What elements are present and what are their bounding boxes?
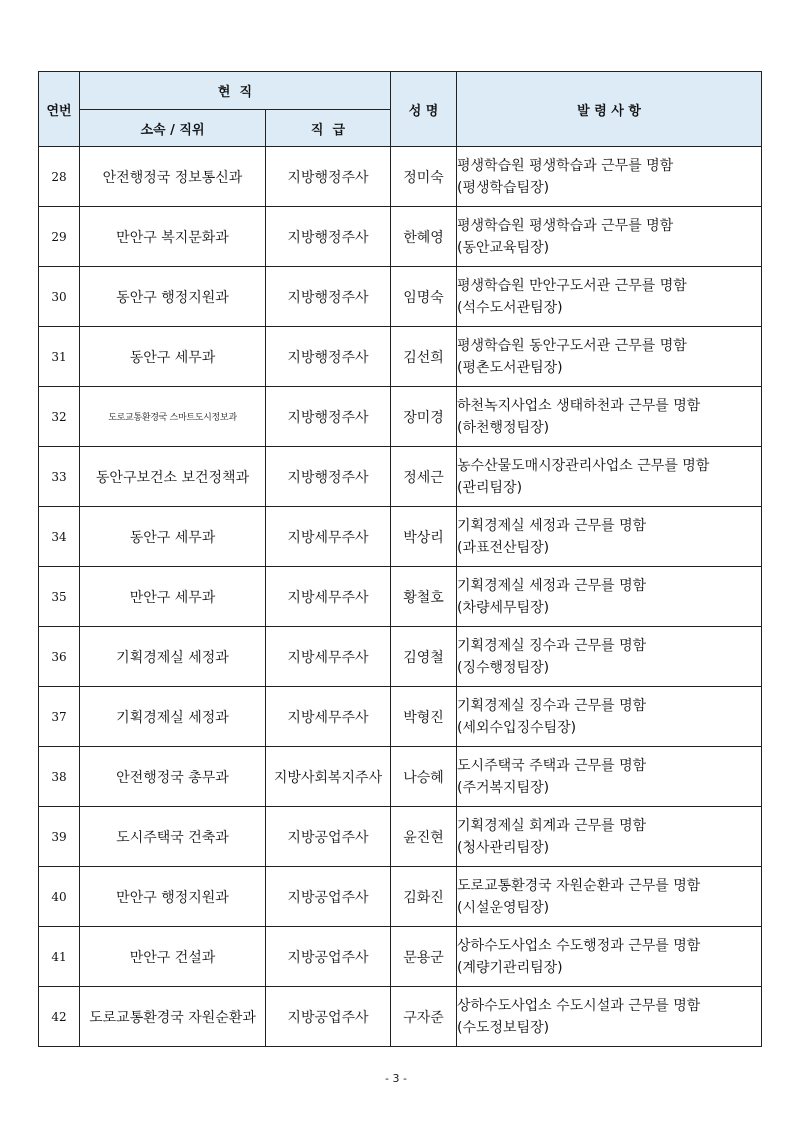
row-rank: 지방공업주사 [266,807,391,867]
row-order [457,207,762,267]
row-number: 37 [39,687,80,747]
row-rank: 지방행정주사 [266,207,391,267]
row-department: 동안구보건소 보건정책과 [80,447,266,507]
row-rank: 지방공업주사 [266,927,391,987]
table-row [39,567,762,627]
row-department: 동안구 세무과 [80,327,266,387]
row-name: 문용군 [391,927,457,987]
row-rank: 지방행정주사 [266,387,391,447]
table-row [39,267,762,327]
row-order [457,687,762,747]
row-department: 기획경제실 세정과 [80,687,266,747]
row-name: 박상리 [391,507,457,567]
row-order [457,567,762,627]
table-row [39,147,762,207]
order-team: (차량세무팀장) [457,599,550,616]
row-name: 한혜영 [391,207,457,267]
header-name: 성 명 [391,72,457,147]
order-text: 평생학습원 평생학습과 근무를 명함 [457,217,674,234]
row-name: 황철호 [391,567,457,627]
order-team: (세외수입징수팀장) [457,719,577,736]
order-text: 평생학습원 평생학습과 근무를 명함 [457,157,674,174]
order-team: (청사관리팀장) [457,839,550,856]
order-text: 기획경제실 세정과 근무를 명함 [457,517,647,534]
header-rank: 직 급 [266,110,391,147]
row-rank: 지방행정주사 [266,147,391,207]
row-rank: 지방세무주사 [266,687,391,747]
order-text: 기획경제실 징수과 근무를 명함 [457,637,647,654]
order-team: (석수도서관팀장) [457,299,563,316]
personnel-order-table [38,71,762,1047]
table-row [39,687,762,747]
row-name: 김영철 [391,627,457,687]
order-team: (하천행정팀장) [457,419,550,436]
order-team: (관리팀장) [457,479,523,496]
table-row [39,387,762,447]
row-rank: 지방사회복지주사 [266,747,391,807]
row-department: 동안구 행정지원과 [80,267,266,327]
order-text: 하천녹지사업소 생태하천과 근무를 명함 [457,397,701,414]
row-order [457,267,762,327]
header-row-top [39,72,762,110]
row-department: 만안구 세무과 [80,567,266,627]
row-number: 34 [39,507,80,567]
row-order [457,507,762,567]
row-number: 36 [39,627,80,687]
row-number: 29 [39,207,80,267]
order-text: 상하수도사업소 수도시설과 근무를 명함 [457,997,701,1014]
row-department: 도시주택국 건축과 [80,807,266,867]
row-number: 32 [39,387,80,447]
row-name: 임명숙 [391,267,457,327]
row-rank: 지방공업주사 [266,987,391,1047]
table-row [39,807,762,867]
header-dept-position: 소속 / 직위 [80,110,266,147]
row-name: 정미숙 [391,147,457,207]
table-row [39,327,762,387]
order-team: (계량기관리팀장) [457,959,563,976]
page-number: - 3 - [385,1072,407,1085]
row-rank: 지방행정주사 [266,447,391,507]
row-name: 윤진현 [391,807,457,867]
order-text: 기획경제실 세정과 근무를 명함 [457,577,647,594]
row-name: 김화진 [391,867,457,927]
order-text: 상하수도사업소 수도행정과 근무를 명함 [457,937,701,954]
header-current: 현 직 [80,72,391,110]
row-number: 38 [39,747,80,807]
row-order [457,627,762,687]
row-name: 김선희 [391,327,457,387]
row-number: 39 [39,807,80,867]
row-number: 35 [39,567,80,627]
table-row [39,927,762,987]
order-text: 기획경제실 징수과 근무를 명함 [457,697,647,714]
order-text: 도로교통환경국 자원순환과 근무를 명함 [457,877,701,894]
table-row [39,987,762,1047]
row-department: 기획경제실 세정과 [80,627,266,687]
row-number: 31 [39,327,80,387]
order-team: (과표전산팀장) [457,539,550,556]
order-team: (평생학습팀장) [457,179,550,196]
row-order [457,807,762,867]
row-department: 도로교통환경국 스마트도시정보과 [80,387,266,447]
row-rank: 지방세무주사 [266,627,391,687]
row-name: 나승혜 [391,747,457,807]
order-text: 평생학습원 동안구도서관 근무를 명함 [457,337,687,354]
row-rank: 지방공업주사 [266,867,391,927]
row-department: 안전행정국 총무과 [80,747,266,807]
table-row [39,507,762,567]
header-order: 발 령 사 항 [457,72,762,147]
table-row [39,867,762,927]
row-order [457,987,762,1047]
row-order [457,387,762,447]
order-team: (징수행정팀장) [457,659,550,676]
row-order [457,747,762,807]
order-text: 평생학습원 만안구도서관 근무를 명함 [457,277,687,294]
row-department: 도로교통환경국 자원순환과 [80,987,266,1047]
table-row [39,207,762,267]
row-department: 동안구 세무과 [80,507,266,567]
row-name: 구자준 [391,987,457,1047]
row-name: 장미경 [391,387,457,447]
row-rank: 지방세무주사 [266,507,391,567]
order-team: (주거복지팀장) [457,779,550,796]
table-row [39,447,762,507]
header-seq: 연번 [39,72,80,147]
row-number: 40 [39,867,80,927]
row-order [457,327,762,387]
row-rank: 지방행정주사 [266,267,391,327]
row-order [457,147,762,207]
order-text: 농수산물도매시장관리사업소 근무를 명함 [457,457,710,474]
row-number: 41 [39,927,80,987]
row-name: 박형진 [391,687,457,747]
order-team: (동안교육팀장) [457,239,550,256]
order-team: (시설운영팀장) [457,899,550,916]
row-number: 42 [39,987,80,1047]
row-order [457,447,762,507]
row-number: 30 [39,267,80,327]
row-order [457,867,762,927]
order-text: 도시주택국 주택과 근무를 명함 [457,757,647,774]
row-department: 만안구 행정지원과 [80,867,266,927]
table-row [39,627,762,687]
row-name: 정세근 [391,447,457,507]
order-text: 기획경제실 회계과 근무를 명함 [457,817,647,834]
row-number: 28 [39,147,80,207]
row-department: 만안구 건설과 [80,927,266,987]
row-rank: 지방행정주사 [266,327,391,387]
table-row [39,747,762,807]
row-order [457,927,762,987]
order-team: (수도정보팀장) [457,1019,550,1036]
row-number: 33 [39,447,80,507]
row-department: 만안구 복지문화과 [80,207,266,267]
order-team: (평촌도서관팀장) [457,359,563,376]
row-department: 안전행정국 정보통신과 [80,147,266,207]
row-rank: 지방세무주사 [266,567,391,627]
